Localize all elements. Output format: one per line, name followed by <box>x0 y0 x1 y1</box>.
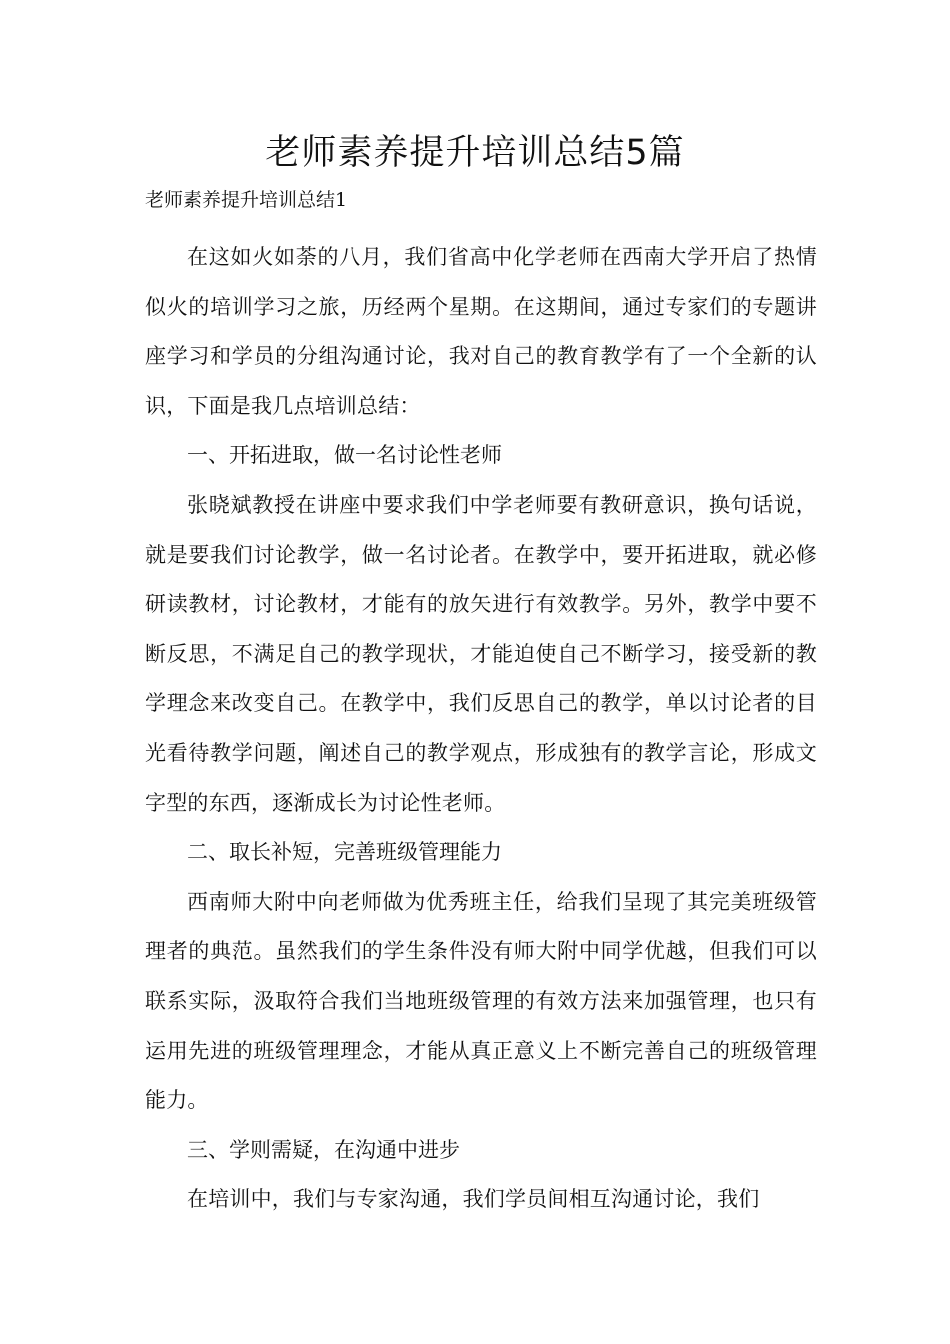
section-heading: 三、学则需疑，在沟通中进步 <box>187 1137 460 1162</box>
body-paragraph: 在培训中，我们与专家沟通，我们学员间相互沟通讨论，我们 <box>187 1187 760 1212</box>
section-heading: 二、取长补短，完善班级管理能力 <box>187 840 502 865</box>
body-paragraph: 在这如火如荼的八月，我们省高中化学老师在西南大学开启了热情似火的培训学习之旅，历经两个星期。在这期间，通过专家们的专题讲座学习和学员的分组沟通讨论，我对自己的教育教学有了一个全新的认识，下面是我几点培训总结： <box>145 245 817 418</box>
section-heading: 一、开拓进取，做一名讨论性老师 <box>187 443 502 468</box>
document-subtitle: 老师素养提升培训总结1 <box>145 189 348 211</box>
document-body <box>145 233 817 1225</box>
document-title: 老师素养提升培训总结5篇 <box>265 133 685 173</box>
body-paragraph: 西南师大附中向老师做为优秀班主任，给我们呈现了其完美班级管理者的典范。虽然我们的学生条件没有师大附中同学优越，但我们可以联系实际，汲取符合我们当地班级管理的有效方法来加强管理，也只有运用先进的班级管理理念，才能从真正意义上不断完善自己的班级管理能力。 <box>145 889 817 1113</box>
body-paragraph: 张晓斌教授在讲座中要求我们中学老师要有教研意识，换句话说，就是要我们讨论教学，做一名讨论者。在教学中，要开拓进取，就必修研读教材，讨论教材，才能有的放矢进行有效教学。另外，教学中要不断反思，不满足自己的教学现状，才能迫使自己不断学习，接受新的教学理念来改变自己。在教学中，我们反思自己的教学，单以讨论者的目光看待教学问题，阐述自己的教学观点，形成独有的教学言论，形成文字型的东西，逐渐成长为讨论性老师。 <box>145 492 817 815</box>
